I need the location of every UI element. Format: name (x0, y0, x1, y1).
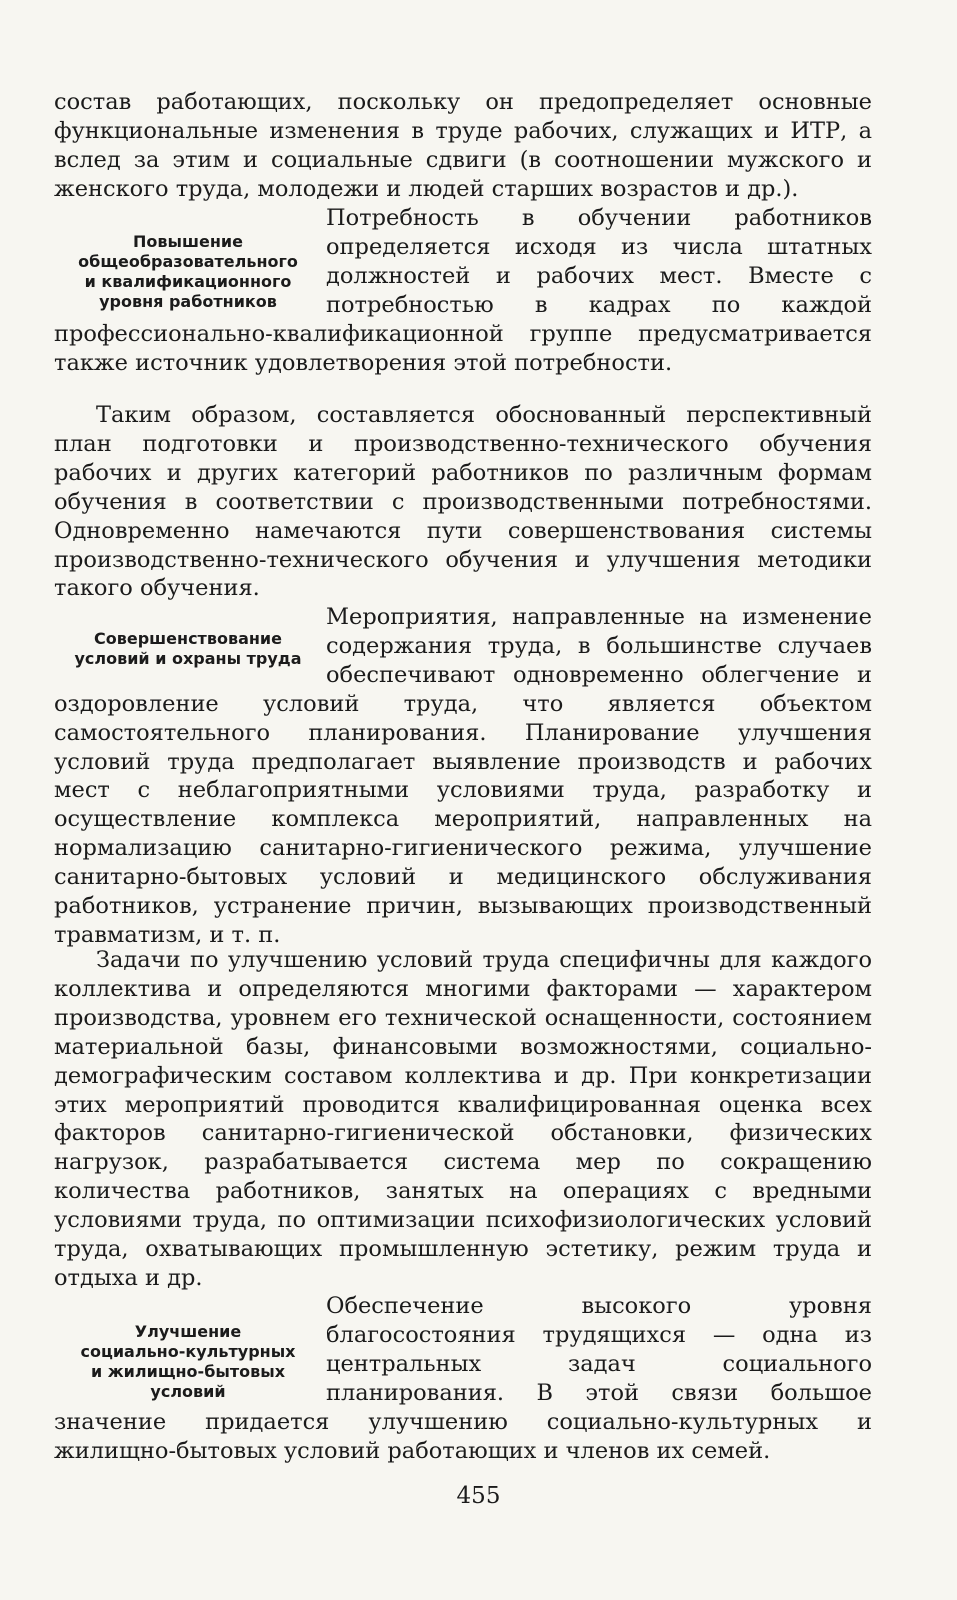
paragraph-text: Обеспечение высокого уровня благосостояния трудящихся — одна из центральных задач социального планирования. В этой связи большое значение придается улучшению социально-культурных и жилищно-бытовых условий работающих и членов их семей. (54, 1293, 872, 1464)
paragraph-text: Задачи по улучшению условий труда специфичны для каждого коллектива и определяются многими факторами — характером производства, уровнем его технической оснащенности, состоянием материальной базы, финансовыми возможностями, социально-демографическим составом коллектива и др. При конкретизации этих мероприятий проводится квалифицированная оценка всех факторов санитарно-гигиенической обстановки, физических нагрузок, разрабатывается система мер по сокращению количества работников, занятых на операциях с вредными условиями труда, по оптимизации психофизиологических условий труда, охватывающих промышленную эстетику, режим труда и отдыха и др. (54, 947, 872, 1291)
paragraph-continuation (54, 88, 872, 204)
paragraph-text: Таким образом, составляется обоснованный перспективный план подготовки и производственно-технического обучения рабочих и других категорий работников по различным формам обучения в соответствии с производственными потребностями. Одновременно намечаются пути совершенствования системы производственно-технического обучения и улучшения методики такого обучения. (54, 402, 872, 602)
heading-line: социально-культурных (80, 1342, 296, 1361)
section-social-conditions (54, 1292, 872, 1465)
heading-line: Улучшение (134, 1322, 242, 1341)
paragraph-text: Потребность в обучении работников определяется исходя из числа штатных должностей и рабочих мест. Вместе с потребностью в кадрах по каждой профессионально-квалификационной группе предусматривается также источник удовлетворения этой потребности. (54, 205, 872, 376)
heading-line: условий и охраны труда (74, 649, 302, 668)
heading-line: Совершенствование (94, 629, 282, 648)
heading-line: уровня работников (99, 292, 277, 311)
paragraph-tasks (54, 946, 872, 1293)
heading-line: и квалификационного (84, 272, 292, 291)
heading-line: общеобразовательного (78, 252, 298, 271)
side-heading-labor-conditions (54, 629, 322, 669)
heading-line: и жилищно-бытовых (90, 1362, 286, 1381)
paragraph-text: состав работающих, поскольку он предопределяет основные функциональные изменения в труде рабочих, служащих и ИТР, а вслед за этим и социальные сдвиги (в соотношении мужского и женского труда, молодежи и людей старших возрастов и др.). (54, 89, 872, 202)
paragraph-text: Мероприятия, направленные на изменение содержания труда, в большинстве случаев обеспечивают одновременно облегчение и оздоровление условий труда, что является объектом самостоятельного планирования. Планирование улучшения условий труда предполагает выявление производств и рабочих мест с неблагоприятными условиями труда, разработку и осуществление комплекса мероприятий, направленных на нормализацию санитарно-гигиенического режима, улучшение санитарно-бытовых условий и медицинского обслуживания работников, устранение причин, вызывающих производственный травматизм, и т. п. (54, 604, 872, 948)
heading-line: условий (150, 1382, 226, 1401)
page-number: 455 (456, 1483, 501, 1509)
heading-line: Повышение (133, 232, 243, 251)
side-heading-social-conditions (54, 1322, 322, 1402)
section-education (54, 204, 872, 377)
paragraph-plan (54, 401, 872, 603)
side-heading-education (54, 232, 322, 312)
section-labor-conditions (54, 603, 872, 950)
